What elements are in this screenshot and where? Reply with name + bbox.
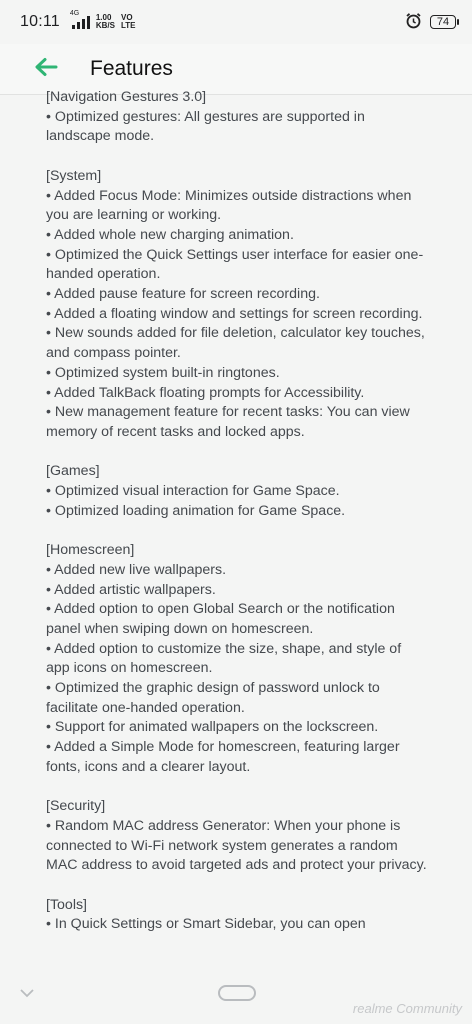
spacer-line: [46, 147, 446, 167]
feature-line: app icons on homescreen.: [46, 660, 213, 677]
nav-back-chevron-icon[interactable]: [16, 982, 38, 1004]
feature-line: [Tools]: [46, 896, 88, 913]
feature-line: • Added TalkBack floating prompts for Accessibility.: [46, 384, 365, 401]
status-icons: [69, 9, 136, 30]
feature-line: • Added pause feature for screen recording.: [46, 286, 320, 303]
feature-line: • Optimized visual interaction for Game Space.: [46, 483, 340, 500]
watermark: realme Community: [352, 1001, 462, 1016]
feature-line: • New management feature for recent tasks: You can view: [46, 404, 410, 421]
feature-line: landscape mode.: [46, 128, 155, 145]
volte-bottom: LTE: [120, 21, 136, 30]
spacer-line: [46, 778, 446, 798]
battery-indicator: 74: [430, 15, 456, 29]
feature-line: • Added a floating window and settings for screen recording.: [46, 305, 423, 322]
feature-line: [Homescreen]: [46, 542, 135, 559]
feature-line: handed operation.: [46, 266, 161, 283]
spacer-line: [46, 443, 446, 463]
network-speed: [96, 14, 115, 30]
feature-line: panel when swiping down on homescreen.: [46, 620, 314, 637]
feature-line: [Navigation Gestures 3.0]: [46, 89, 207, 105]
status-right: [405, 12, 456, 33]
feature-line: • Added Focus Mode: Minimizes outside distractions when: [46, 187, 412, 204]
feature-line: memory of recent tasks and locked apps.: [46, 423, 305, 440]
feature-line: • Support for animated wallpapers on the lockscreen.: [46, 719, 379, 736]
status-bar: [0, 0, 472, 44]
network-type-label: 4G: [69, 9, 80, 17]
feature-line: and compass pointer.: [46, 345, 181, 362]
feature-line: [Security]: [46, 798, 106, 815]
feature-line: • Optimized loading animation for Game Space.: [46, 502, 346, 519]
features-content[interactable]: [46, 88, 446, 963]
feature-line: • Added option to customize the size, shape, and style of: [46, 640, 402, 657]
feature-line: connected to Wi-Fi network system generates a random: [46, 837, 398, 854]
cellular-signal-icon: [69, 9, 90, 29]
feature-line: • Optimized the Quick Settings user interface for easier one-: [46, 246, 424, 263]
page-title: Features: [90, 57, 173, 80]
feature-line: MAC address to avoid targeted ads and protect your privacy.: [46, 857, 427, 874]
feature-line: fonts, icons and a clearer layout.: [46, 758, 251, 775]
feature-line: • Optimized gestures: All gestures are supported in: [46, 108, 365, 125]
volte-top: VO: [120, 13, 133, 22]
nav-home-button[interactable]: [218, 985, 256, 1001]
arrow-left-icon: [34, 57, 58, 82]
feature-line: • New sounds added for file deletion, calculator key touches,: [46, 325, 425, 342]
network-speed-value: 1.00: [95, 13, 112, 22]
feature-line: • Random MAC address Generator: When your phone is: [46, 817, 401, 834]
feature-line: • Added artistic wallpapers.: [46, 581, 216, 598]
feature-line: [Games]: [46, 463, 100, 480]
navigation-bar: [0, 966, 472, 1024]
features-text: [46, 88, 446, 935]
feature-line: • Added new live wallpapers.: [46, 561, 227, 578]
feature-line: you are learning or working.: [46, 207, 222, 224]
feature-line: • Added whole new charging animation.: [46, 226, 294, 243]
feature-line: • In Quick Settings or Smart Sidebar, you can open: [46, 916, 366, 933]
feature-line: facilitate one-handed operation.: [46, 699, 245, 716]
spacer-line: [46, 521, 446, 541]
feature-line: • Added a Simple Mode for homescreen, featuring larger: [46, 739, 400, 756]
alarm-clock-icon: [405, 12, 422, 33]
status-time: 10:11: [20, 13, 60, 30]
feature-line: [System]: [46, 167, 102, 184]
network-speed-unit: KB/S: [95, 21, 115, 30]
spacer-line: [46, 876, 446, 896]
feature-line: • Optimized system built-in ringtones.: [46, 364, 280, 381]
back-button[interactable]: [24, 47, 68, 91]
feature-line: • Optimized the graphic design of password unlock to: [46, 680, 380, 697]
feature-line: • Added option to open Global Search or the notification: [46, 601, 395, 618]
volte-indicator: [121, 14, 136, 30]
